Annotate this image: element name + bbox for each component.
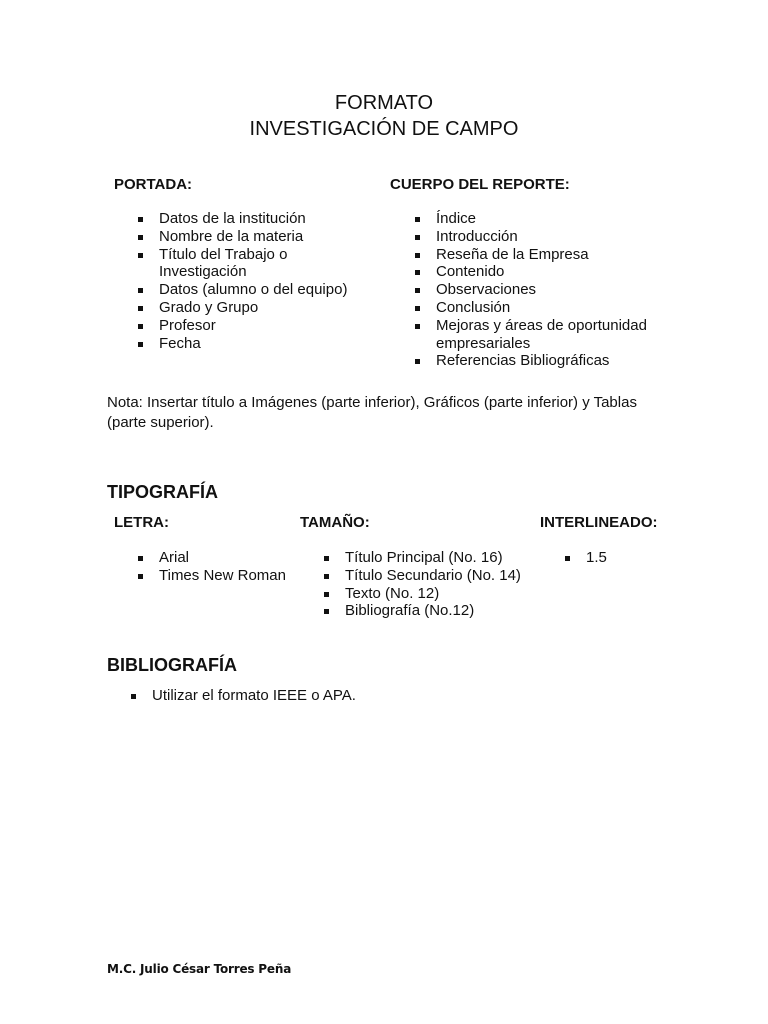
- list-item: Datos (alumno o del equipo): [136, 281, 376, 299]
- list-item: Bibliografía (No.12): [322, 602, 542, 620]
- list-item: Profesor: [136, 317, 376, 335]
- letra-list: [136, 549, 306, 585]
- list-item: Mejoras y áreas de oportunidad empresariales: [413, 317, 661, 353]
- list-item: Nombre de la materia: [136, 228, 376, 246]
- list-item: Observaciones: [413, 281, 673, 299]
- tamano-list: [322, 549, 542, 620]
- document-title-line1: FORMATO: [334, 92, 434, 114]
- note-text: Nota: Insertar título a Imágenes (parte inferior), Gráficos (parte inferior) y Tablas (parte superior).: [107, 394, 637, 431]
- cuerpo-list: [413, 210, 673, 370]
- interlineado-heading: INTERLINEADO:: [540, 514, 658, 531]
- list-item: Conclusión: [413, 299, 673, 317]
- bibliografia-heading: BIBLIOGRAFÍA: [107, 655, 237, 675]
- list-item: Título Secundario (No. 14): [322, 567, 542, 585]
- list-item: Reseña de la Empresa: [413, 246, 673, 264]
- interlineado-list: [563, 549, 663, 567]
- portada-list: [136, 210, 376, 352]
- list-item: Datos de la institución: [136, 210, 376, 228]
- list-item: Referencias Bibliográficas: [413, 352, 673, 370]
- list-item: Contenido: [413, 263, 673, 281]
- bibliografia-list: [129, 687, 529, 705]
- portada-heading: PORTADA:: [114, 176, 193, 193]
- list-item: Texto (No. 12): [322, 585, 542, 603]
- list-item: Índice: [413, 210, 673, 228]
- list-item: Introducción: [413, 228, 673, 246]
- tipografia-heading: TIPOGRAFÍA: [107, 482, 218, 502]
- tamano-heading: TAMAÑO:: [300, 514, 370, 531]
- list-item: Arial: [136, 549, 306, 567]
- list-item: Utilizar el formato IEEE o APA.: [129, 687, 529, 705]
- list-item: Título Principal (No. 16): [322, 549, 542, 567]
- author-footer: M.C. Julio César Torres Peña: [107, 962, 292, 976]
- list-item: Times New Roman: [136, 567, 306, 585]
- list-item: Fecha: [136, 335, 376, 353]
- list-item: Título del Trabajo o Investigación: [136, 246, 309, 282]
- letra-heading: LETRA:: [114, 514, 169, 531]
- document-title-line2: INVESTIGACIÓN DE CAMPO: [249, 118, 519, 140]
- list-item: 1.5: [563, 549, 663, 567]
- cuerpo-heading: CUERPO DEL REPORTE:: [390, 176, 570, 193]
- list-item: Grado y Grupo: [136, 299, 376, 317]
